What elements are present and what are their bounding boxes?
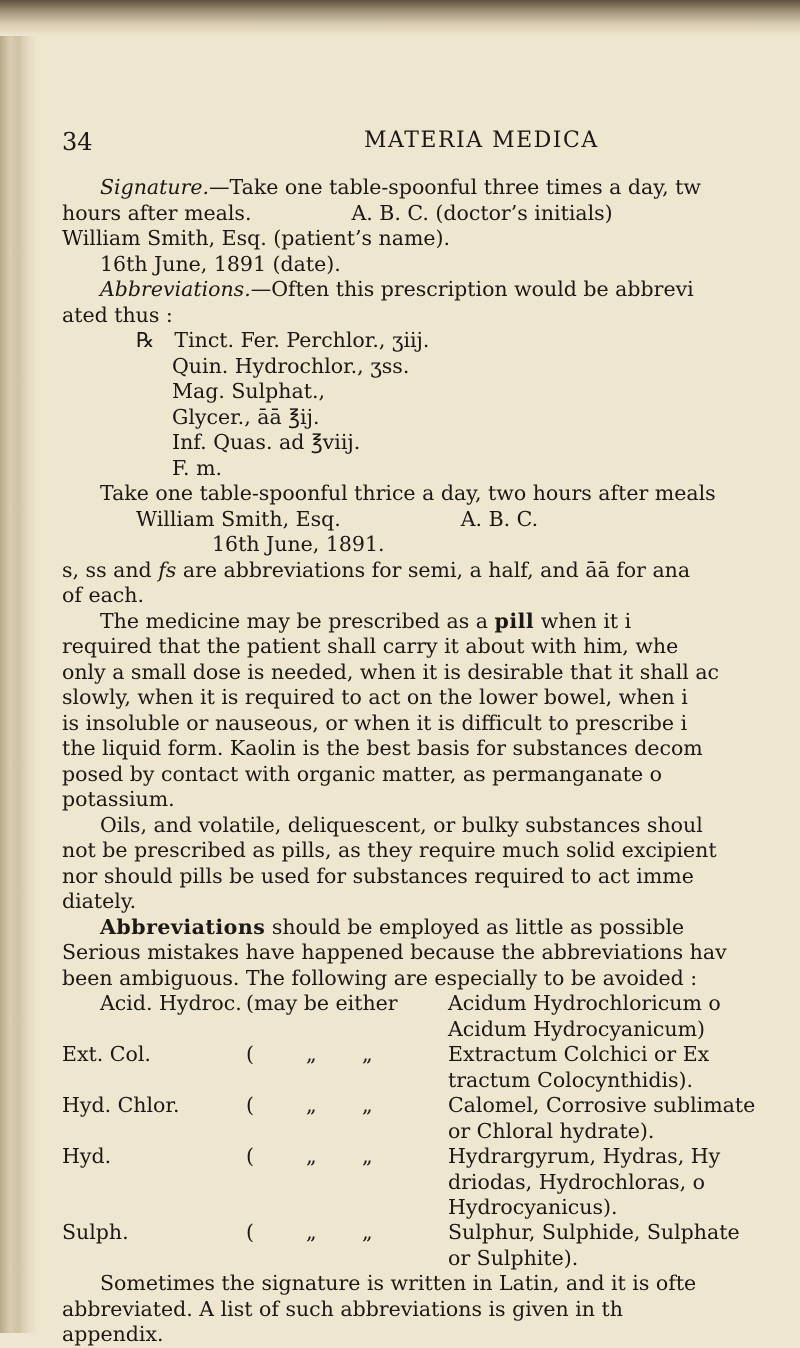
text-line: ated thus : (62, 302, 173, 327)
text-line: The medicine may be prescribed as a pill when it i (100, 608, 632, 633)
page-top-edge (0, 0, 800, 36)
prescription-line: Inf. Quas. ad ℥viij. (172, 430, 361, 454)
prescription-line: F. m. (172, 455, 223, 480)
text-line: nor should pills be used for substances required to act imme (62, 863, 694, 888)
text-line: only a small dose is needed, when it is desirable that it shall ac (62, 659, 720, 684)
prescription-line: Quin. Hydrochlor., ʒss. (172, 353, 410, 378)
text-line: posed by contact with organic matter, as permanganate o (62, 761, 663, 786)
text-line: Oils, and volatile, deliquescent, or bulky substances shoul (100, 812, 703, 837)
recipe-symbol: ℞ (136, 328, 155, 352)
text-line: William Smith, Esq. A. B. C. (136, 506, 539, 531)
text-line: Take one table-spoonful thrice a day, two hours after meals (100, 481, 716, 505)
prescription-line: Mag. Sulphat., (172, 379, 325, 403)
page-gutter (0, 0, 38, 1333)
text-line: of each. (62, 583, 144, 607)
text-line: 16th June, 1891 (date). (100, 251, 341, 276)
text-line: Sometimes the signature is written in Latin, and it is ofte (100, 1271, 697, 1295)
text-line: not be prescribed as pills, as they require much solid excipient (62, 838, 717, 862)
page-number: 34 (62, 128, 93, 156)
text-line: William Smith, Esq. (patient’s name). (62, 226, 451, 250)
running-title: MATERIA MEDICA (364, 128, 599, 153)
text-line: abbreviated. A list of such abbreviations is given in th (62, 1296, 623, 1321)
page-body (62, 175, 800, 1348)
running-header (62, 128, 800, 158)
text-line: the liquid form. Kaolin is the best basis for substances decom (62, 736, 703, 760)
text-line: Serious mistakes have happened because the abbreviations hav (62, 940, 727, 964)
text-line: hours after meals. A. B. C. (doctor’s initials) (62, 200, 613, 225)
text-line: 16th June, 1891. (212, 532, 385, 556)
text-line: required that the patient shall carry it about with him, whe (62, 634, 679, 658)
text-line: appendix. (62, 1322, 164, 1346)
text-line: slowly, when it is required to act on the lower bowel, when i (62, 685, 688, 709)
ambiguous-abbreviations-table: Acid. Hydroc. (may be either Acidum Hydrochloricum o Acidum Hydrocyanicum) Ext. Col. ( „ „ Extractum Colchici or Ex tractum Colocynthidis). Hyd. Chlor. ( „ „ Calomel, Corrosive sublimate or Chloral hydrate). Hyd. ( „ „ Hydrargyrum, Hydras, Hy driodas, Hydrochloras, o Hydrocyanicus). Sulph. ( „ „ Sulphur, Sulphide, Sulphate or Sulphite). (62, 991, 756, 1270)
text-line: is insoluble or nauseous, or when it is difficult to prescribe i (62, 710, 688, 735)
prescription-line: Glycer., āā ℥ij. (172, 404, 320, 429)
text-line: s, ss and fs are abbreviations for semi, a half, and āā for ana (62, 557, 691, 582)
text-line: diately. (62, 889, 137, 913)
text-line: Abbreviations.—Often this prescription would be abbrevi (100, 277, 694, 301)
prescription-line: ℞ Tinct. Fer. Perchlor., ʒiij. (136, 328, 430, 352)
text-line: Abbreviations should be employed as little as possible (100, 914, 685, 939)
text-line: been ambiguous. The following are especially to be avoided : (62, 965, 698, 990)
text-line: Signature.—Take one table-spoonful three times a day, tw (100, 175, 701, 199)
text-line: potassium. (62, 787, 175, 811)
